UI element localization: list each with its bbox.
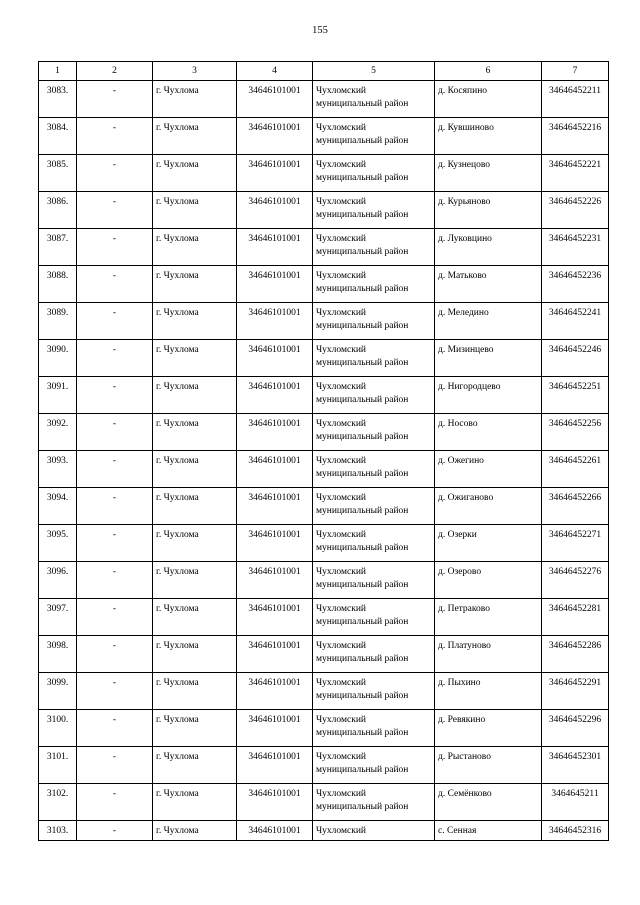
settlement-cell: д. Пыхино [435,673,542,710]
settlement-cell: д. Ревякино [435,710,542,747]
header-cell: 4 [237,62,313,81]
settlement-cell: д. Кувшиново [435,118,542,155]
settlement-cell: д. Озерки [435,525,542,562]
settlement-code-cell: 34646452251 [542,377,609,414]
city-code-cell: 34646101001 [237,821,313,841]
settlement-code-cell: 34646452296 [542,710,609,747]
header-cell: 7 [542,62,609,81]
settlement-code-cell: 34646452246 [542,340,609,377]
table-row [39,525,609,562]
row-number-cell: 3097. [39,599,77,636]
settlement-code-cell: 34646452271 [542,525,609,562]
page-number: 155 [312,25,328,36]
row-number-cell: 3085. [39,155,77,192]
settlement-cell: д. Косяпино [435,81,542,118]
settlement-cell: д. Меледино [435,303,542,340]
district-cell: Чухломский муниципальный район [313,155,435,192]
settlement-code-cell: 34646452281 [542,599,609,636]
settlement-cell: д. Кузнецово [435,155,542,192]
settlement-cell: д. Семёнково [435,784,542,821]
header-row [39,62,609,81]
settlement-cell: д. Ожегино [435,451,542,488]
table-row [39,155,609,192]
table-row [39,414,609,451]
settlement-cell: д. Петраково [435,599,542,636]
table-row [39,451,609,488]
city-code-cell: 34646101001 [237,710,313,747]
header-cell: 1 [39,62,77,81]
table-row [39,488,609,525]
header-cell: 3 [153,62,237,81]
district-cell: Чухломский муниципальный район [313,377,435,414]
column2-cell: - [77,525,153,562]
settlement-code-cell: 34646452301 [542,747,609,784]
row-number-cell: 3088. [39,266,77,303]
district-cell: Чухломский [313,821,435,841]
city-code-cell: 34646101001 [237,525,313,562]
city-code-cell: 34646101001 [237,266,313,303]
city-cell: г. Чухлома [153,118,237,155]
settlement-code-cell: 34646452241 [542,303,609,340]
settlement-code-cell: 34646452231 [542,229,609,266]
row-number-cell: 3099. [39,673,77,710]
district-cell: Чухломский муниципальный район [313,118,435,155]
header-cell: 2 [77,62,153,81]
settlement-code-cell: 34646452236 [542,266,609,303]
city-cell: г. Чухлома [153,636,237,673]
district-cell: Чухломский муниципальный район [313,710,435,747]
row-number-cell: 3084. [39,118,77,155]
district-cell: Чухломский муниципальный район [313,192,435,229]
city-cell: г. Чухлома [153,340,237,377]
column2-cell: - [77,747,153,784]
city-code-cell: 34646101001 [237,414,313,451]
city-cell: г. Чухлома [153,303,237,340]
settlement-code-cell: 34646452261 [542,451,609,488]
city-cell: г. Чухлома [153,192,237,229]
column2-cell: - [77,599,153,636]
city-cell: г. Чухлома [153,377,237,414]
district-cell: Чухломский муниципальный район [313,747,435,784]
row-number-cell: 3086. [39,192,77,229]
settlement-cell: д. Мизинцево [435,340,542,377]
settlement-code-cell: 34646452291 [542,673,609,710]
column2-cell: - [77,377,153,414]
column2-cell: - [77,81,153,118]
column2-cell: - [77,451,153,488]
district-cell: Чухломский муниципальный район [313,599,435,636]
district-cell: Чухломский муниципальный район [313,636,435,673]
table-row [39,562,609,599]
city-code-cell: 34646101001 [237,155,313,192]
column2-cell: - [77,784,153,821]
row-number-cell: 3100. [39,710,77,747]
column2-cell: - [77,821,153,841]
row-number-cell: 3095. [39,525,77,562]
table-row [39,118,609,155]
settlement-code-cell: 34646452221 [542,155,609,192]
column2-cell: - [77,229,153,266]
column2-cell: - [77,266,153,303]
table-row [39,266,609,303]
city-code-cell: 34646101001 [237,229,313,266]
district-cell: Чухломский муниципальный район [313,229,435,266]
city-cell: г. Чухлома [153,599,237,636]
row-number-cell: 3090. [39,340,77,377]
settlement-cell: д. Озерово [435,562,542,599]
table-row [39,747,609,784]
column2-cell: - [77,673,153,710]
column2-cell: - [77,636,153,673]
table-row [39,710,609,747]
settlement-code-cell: 34646452226 [542,192,609,229]
header-cell: 5 [313,62,435,81]
district-cell: Чухломский муниципальный район [313,340,435,377]
table-body [39,81,609,841]
city-cell: г. Чухлома [153,673,237,710]
row-number-cell: 3091. [39,377,77,414]
settlement-cell: д. Платуново [435,636,542,673]
district-cell: Чухломский муниципальный район [313,303,435,340]
settlement-code-cell: 34646452266 [542,488,609,525]
settlement-code-cell: 34646452286 [542,636,609,673]
column2-cell: - [77,710,153,747]
city-cell: г. Чухлома [153,525,237,562]
city-code-cell: 34646101001 [237,562,313,599]
district-cell: Чухломский муниципальный район [313,81,435,118]
city-cell: г. Чухлома [153,821,237,841]
city-cell: г. Чухлома [153,488,237,525]
city-cell: г. Чухлома [153,229,237,266]
row-number-cell: 3101. [39,747,77,784]
row-number-cell: 3089. [39,303,77,340]
header-cell: 6 [435,62,542,81]
district-cell: Чухломский муниципальный район [313,266,435,303]
city-code-cell: 34646101001 [237,488,313,525]
settlement-cell: д. Нигородцево [435,377,542,414]
settlement-code-cell: 34646452256 [542,414,609,451]
city-code-cell: 34646101001 [237,377,313,414]
settlement-code-cell: 34646452316 [542,821,609,841]
district-cell: Чухломский муниципальный район [313,525,435,562]
city-cell: г. Чухлома [153,562,237,599]
table-row [39,599,609,636]
table-row [39,229,609,266]
column2-cell: - [77,414,153,451]
row-number-cell: 3093. [39,451,77,488]
district-cell: Чухломский муниципальный район [313,488,435,525]
city-code-cell: 34646101001 [237,673,313,710]
settlement-cell: д. Рыстаново [435,747,542,784]
table-row [39,340,609,377]
registry-table [38,61,609,841]
settlement-code-cell: 34646452211 [542,81,609,118]
city-cell: г. Чухлома [153,81,237,118]
settlement-cell: д. Носово [435,414,542,451]
table-row [39,192,609,229]
table-row [39,377,609,414]
city-cell: г. Чухлома [153,710,237,747]
city-code-cell: 34646101001 [237,784,313,821]
settlement-cell: д. Курьяново [435,192,542,229]
table-row [39,81,609,118]
city-code-cell: 34646101001 [237,599,313,636]
city-code-cell: 34646101001 [237,340,313,377]
settlement-code-cell: 34646452216 [542,118,609,155]
city-code-cell: 34646101001 [237,451,313,488]
district-cell: Чухломский муниципальный район [313,414,435,451]
column2-cell: - [77,192,153,229]
column2-cell: - [77,562,153,599]
row-number-cell: 3087. [39,229,77,266]
city-code-cell: 34646101001 [237,303,313,340]
city-cell: г. Чухлома [153,747,237,784]
settlement-code-cell: 34646452276 [542,562,609,599]
district-cell: Чухломский муниципальный район [313,451,435,488]
city-cell: г. Чухлома [153,451,237,488]
column2-cell: - [77,155,153,192]
city-code-cell: 34646101001 [237,636,313,673]
city-cell: г. Чухлома [153,414,237,451]
settlement-code-cell: 3464645211 [542,784,609,821]
city-code-cell: 34646101001 [237,118,313,155]
district-cell: Чухломский муниципальный район [313,673,435,710]
settlement-cell: д. Матьково [435,266,542,303]
city-cell: г. Чухлома [153,784,237,821]
column2-cell: - [77,303,153,340]
column2-cell: - [77,340,153,377]
table-row [39,821,609,841]
row-number-cell: 3098. [39,636,77,673]
city-code-cell: 34646101001 [237,81,313,118]
table-row [39,673,609,710]
city-code-cell: 34646101001 [237,192,313,229]
column2-cell: - [77,118,153,155]
row-number-cell: 3096. [39,562,77,599]
row-number-cell: 3092. [39,414,77,451]
settlement-cell: с. Сенная [435,821,542,841]
row-number-cell: 3102. [39,784,77,821]
settlement-cell: д. Ожиганово [435,488,542,525]
city-cell: г. Чухлома [153,155,237,192]
city-cell: г. Чухлома [153,266,237,303]
row-number-cell: 3094. [39,488,77,525]
district-cell: Чухломский муниципальный район [313,562,435,599]
city-code-cell: 34646101001 [237,747,313,784]
table-row [39,784,609,821]
table-row [39,303,609,340]
table-row [39,636,609,673]
settlement-cell: д. Луковцино [435,229,542,266]
row-number-cell: 3083. [39,81,77,118]
row-number-cell: 3103. [39,821,77,841]
column2-cell: - [77,488,153,525]
district-cell: Чухломский муниципальный район [313,784,435,821]
